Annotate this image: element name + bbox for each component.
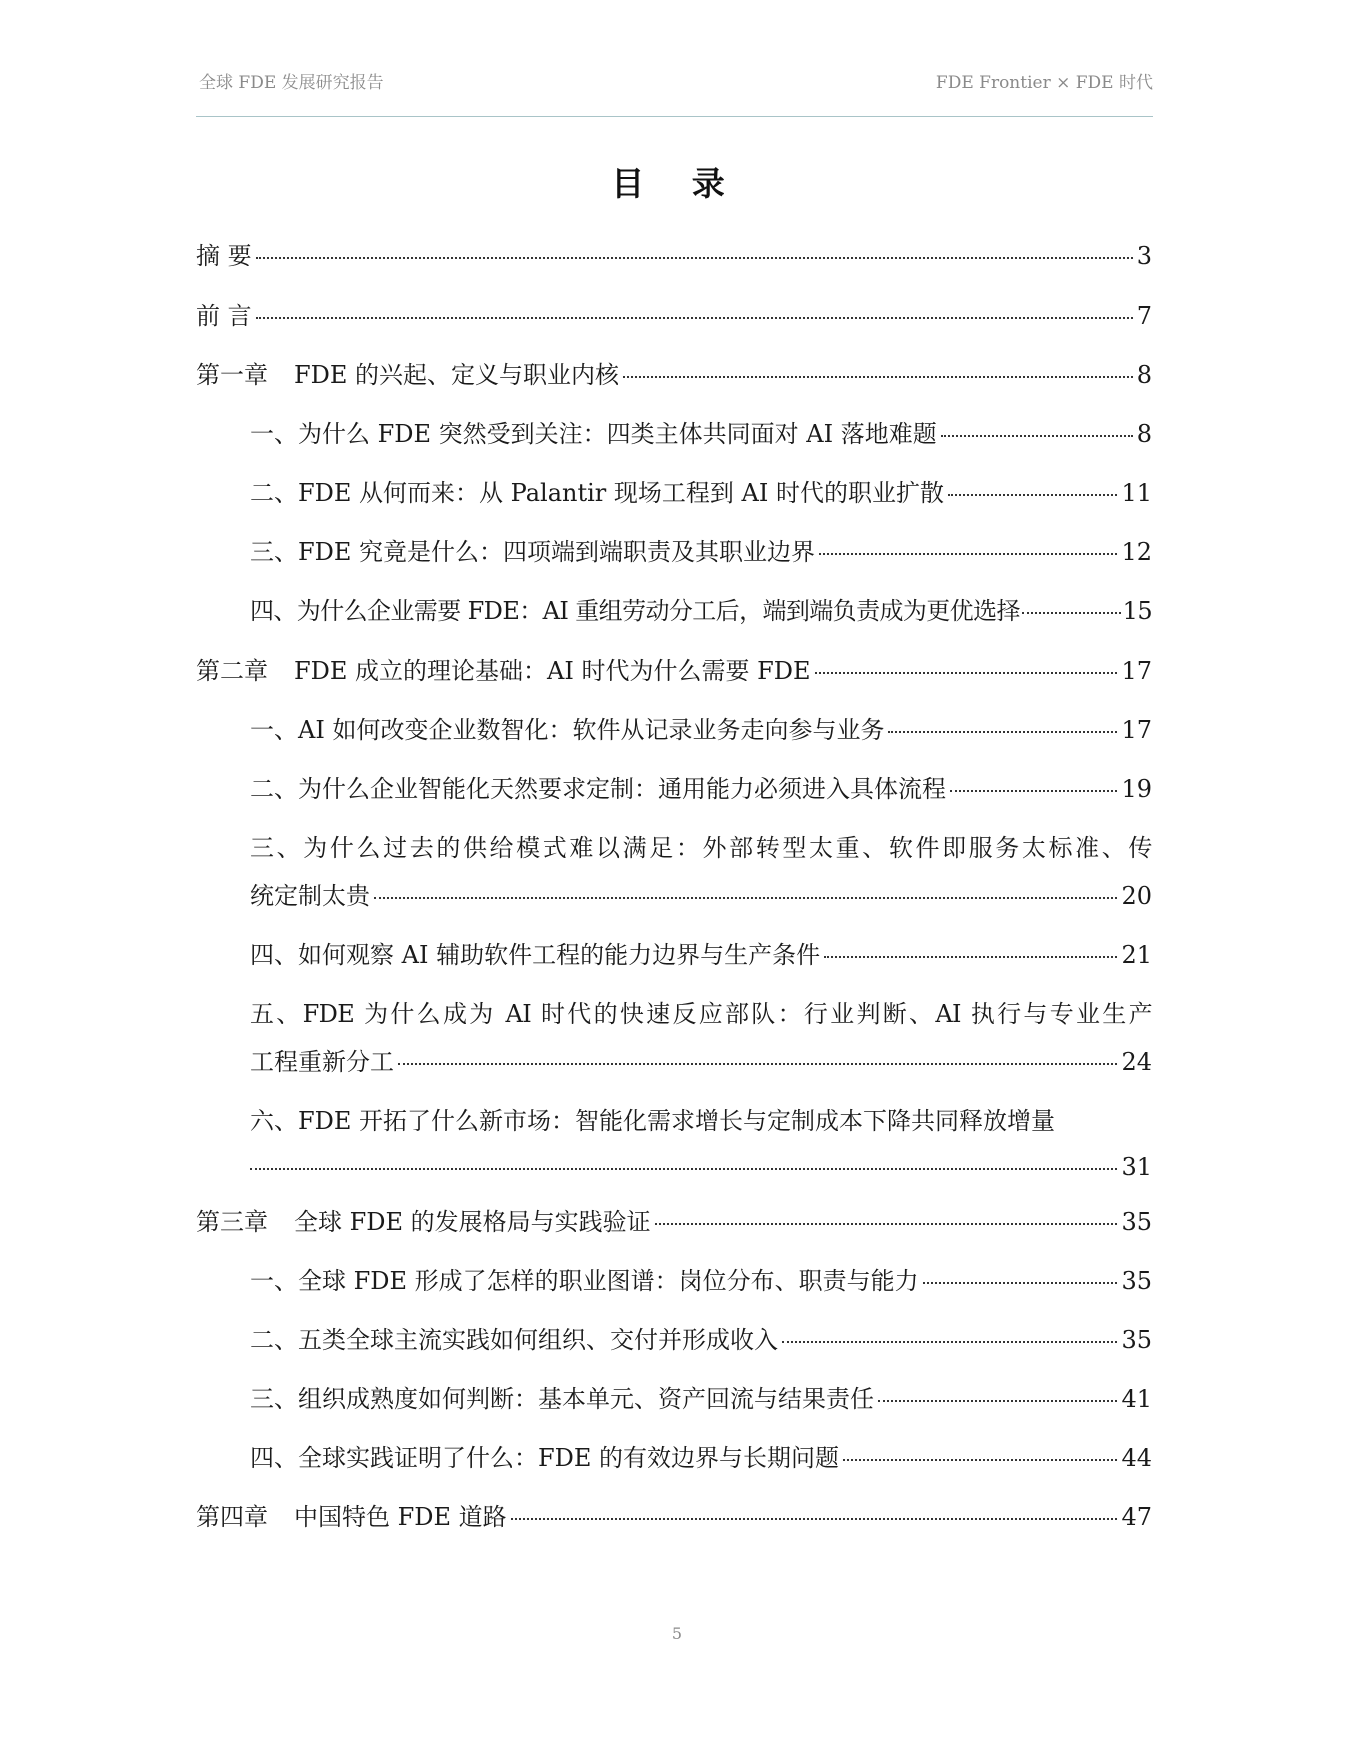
toc-page-number: 17	[1121, 716, 1152, 744]
toc-label: 二、FDE 从何而来：从 Palantir 现场工程到 AI 时代的职业扩散	[250, 479, 944, 507]
chapter-number: 第二章	[196, 657, 268, 685]
toc-entry-1-3[interactable]	[250, 536, 1152, 568]
toc-label: 工程重新分工	[250, 1048, 394, 1076]
toc-label: 一、为什么 FDE 突然受到关注：四类主体共同面对 AI 落地难题	[250, 420, 937, 448]
toc-entry-2-3-line1[interactable]: 三、为什么过去的供给模式难以满足：外部转型太重、软件即服务太标准、传	[250, 834, 1152, 862]
dot-leader	[819, 553, 1117, 555]
dot-leader	[256, 317, 1133, 319]
dot-leader	[1022, 612, 1121, 614]
dot-leader	[511, 1518, 1118, 1520]
toc-page-number: 3	[1136, 242, 1152, 270]
toc-page-number: 17	[1121, 657, 1152, 685]
toc-page-number: 44	[1121, 1444, 1152, 1472]
toc-entry-2-6-line1[interactable]: 六、FDE 开拓了什么新市场：智能化需求增长与定制成本下降共同释放增量	[250, 1107, 1056, 1135]
toc-page-number: 35	[1121, 1208, 1152, 1236]
dot-leader	[815, 672, 1118, 674]
toc-page-number: 31	[1121, 1153, 1152, 1181]
toc-page-number: 24	[1121, 1048, 1152, 1076]
toc-entry-2-5-line1[interactable]: 五、FDE 为什么成为 AI 时代的快速反应部队：行业判断、AI 执行与专业生产	[250, 1000, 1152, 1028]
toc-entry-2-1[interactable]	[250, 714, 1152, 746]
toc-label: FDE 的兴起、定义与职业内核	[294, 361, 620, 389]
toc-label: 二、五类全球主流实践如何组织、交付并形成收入	[250, 1326, 778, 1354]
dot-leader	[843, 1459, 1117, 1461]
toc-page-number: 21	[1121, 941, 1152, 969]
page-number: 5	[671, 1624, 683, 1643]
dot-leader	[374, 897, 1117, 899]
dot-leader	[941, 435, 1133, 437]
toc-entry-chapter-2[interactable]	[196, 655, 1152, 687]
chapter-number: 第一章	[196, 361, 268, 389]
toc-entry-1-4[interactable]	[250, 595, 1152, 627]
toc-page-number: 15	[1122, 597, 1152, 625]
toc-entry-2-5[interactable]	[250, 1046, 1152, 1078]
toc-page-number: 47	[1121, 1503, 1152, 1531]
publisher-label: FDE Frontier × FDE 时代	[935, 73, 1153, 93]
toc-page-number: 12	[1121, 538, 1152, 566]
toc-entry-2-3[interactable]	[250, 880, 1152, 912]
toc-entry-3-2[interactable]	[250, 1324, 1152, 1356]
toc-page-number: 20	[1121, 882, 1152, 910]
toc-page-number: 8	[1136, 361, 1152, 389]
toc-label: 全球 FDE 的发展格局与实践验证	[294, 1208, 651, 1236]
toc-page-number: 41	[1121, 1385, 1152, 1413]
toc-entry-preface[interactable]	[196, 300, 1152, 332]
toc-page-number: 11	[1121, 479, 1152, 507]
toc-page-number: 7	[1136, 302, 1152, 330]
toc-label: 一、全球 FDE 形成了怎样的职业图谱：岗位分布、职责与能力	[250, 1267, 919, 1295]
toc-label: 四、全球实践证明了什么：FDE 的有效边界与长期问题	[250, 1444, 840, 1472]
dot-leader	[256, 257, 1133, 259]
toc-label: 前 言	[196, 302, 252, 330]
toc-page-number: 35	[1121, 1267, 1152, 1295]
toc-label: 中国特色 FDE 道路	[294, 1503, 507, 1531]
toc-label: 一、AI 如何改变企业数智化：软件从记录业务走向参与业务	[250, 716, 885, 744]
toc-entry-abstract[interactable]	[196, 240, 1152, 272]
dot-leader	[824, 956, 1117, 958]
dot-leader	[888, 731, 1117, 733]
toc-entry-1-2[interactable]	[250, 477, 1152, 509]
dot-leader	[923, 1282, 1118, 1284]
dot-leader	[398, 1063, 1117, 1065]
toc-entry-1-1[interactable]	[250, 418, 1152, 450]
toc-label: 四、如何观察 AI 辅助软件工程的能力边界与生产条件	[250, 941, 821, 969]
toc-page-number: 19	[1121, 775, 1152, 803]
dot-leader	[948, 494, 1117, 496]
toc-page-number: 35	[1121, 1326, 1152, 1354]
toc-label: 三、组织成熟度如何判断：基本单元、资产回流与结果责任	[250, 1385, 874, 1413]
dot-leader	[623, 376, 1133, 378]
dot-leader	[950, 790, 1117, 792]
toc-entry-2-4[interactable]	[250, 939, 1152, 971]
dot-leader	[878, 1400, 1117, 1402]
toc-entry-chapter-1[interactable]	[196, 359, 1152, 391]
toc-label: 摘 要	[196, 242, 252, 270]
toc-label: 统定制太贵	[250, 882, 370, 910]
chapter-number: 第三章	[196, 1208, 268, 1236]
toc-entry-3-3[interactable]	[250, 1383, 1152, 1415]
toc-entry-2-6[interactable]	[250, 1151, 1152, 1183]
toc-entry-chapter-4[interactable]	[196, 1501, 1152, 1533]
report-title: 全球 FDE 发展研究报告	[199, 73, 384, 93]
page-title: 目 录	[611, 164, 743, 203]
chapter-number: 第四章	[196, 1503, 268, 1531]
dot-leader	[782, 1341, 1117, 1343]
toc-label: 二、为什么企业智能化天然要求定制：通用能力必须进入具体流程	[250, 775, 946, 803]
toc-entry-3-1[interactable]	[250, 1265, 1152, 1297]
toc-label: 四、为什么企业需要 FDE：AI 重组劳动分工后，端到端负责成为更优选择	[250, 597, 1020, 625]
toc-entry-3-4[interactable]	[250, 1442, 1152, 1474]
toc-entry-chapter-3[interactable]	[196, 1206, 1152, 1238]
dot-leader	[655, 1223, 1118, 1225]
toc-label: FDE 成立的理论基础：AI 时代为什么需要 FDE	[294, 657, 811, 685]
toc-page-number: 8	[1136, 420, 1152, 448]
toc-entry-2-2[interactable]	[250, 773, 1152, 805]
toc-label: 三、FDE 究竟是什么：四项端到端职责及其职业边界	[250, 538, 816, 566]
dot-leader	[250, 1168, 1117, 1170]
